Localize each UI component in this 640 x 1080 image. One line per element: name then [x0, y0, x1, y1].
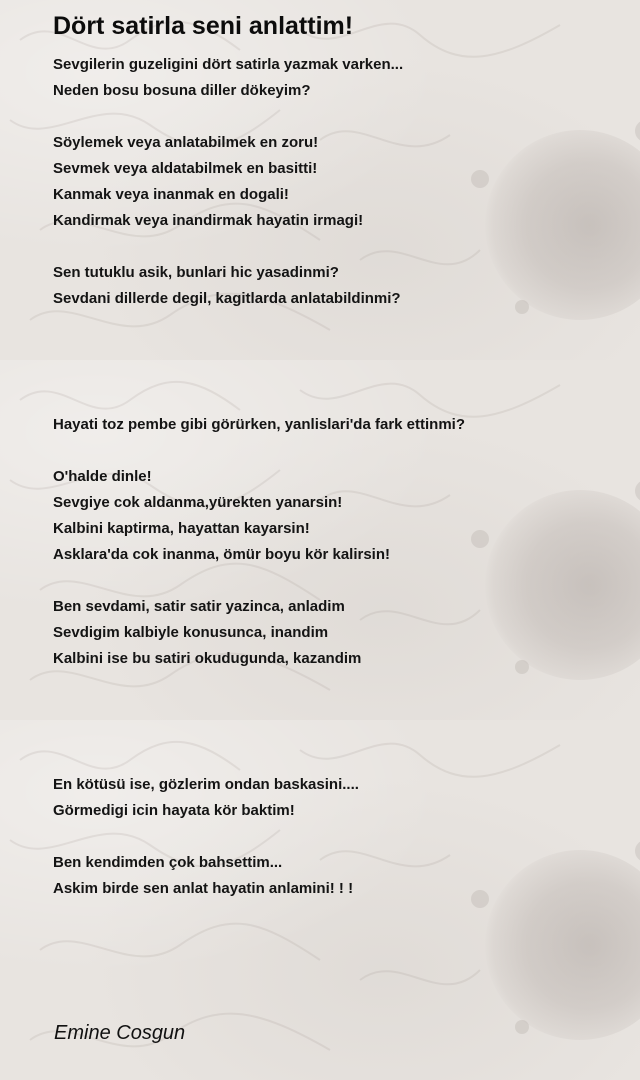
poem-line: Sevgilerin guzeligini dört satirla yazmak varken...: [53, 56, 404, 73]
poem-line: Neden bosu bosuna diller dökeyim?: [53, 82, 311, 99]
poem-line: En kötüsü ise, gözlerim ondan baskasini....: [53, 776, 359, 793]
poem-line: O'halde dinle!: [53, 468, 152, 485]
poem-line: Ben sevdami, satir satir yazinca, anladim: [53, 598, 345, 615]
poem-line: Görmedigi icin hayata kör baktim!: [53, 802, 295, 819]
poem-line: Ben kendimden çok bahsettim...: [53, 854, 283, 871]
poem-line: Hayati toz pembe gibi görürken, yanlislari'da fark ettinmi?: [53, 416, 465, 433]
poem-line: Kanmak veya inanmak en dogali!: [53, 186, 289, 203]
poem-line: Sevdigim kalbiyle konusunca, inandim: [53, 624, 329, 641]
poem-line: Sevgiye cok aldanma,yürekten yanarsin!: [53, 494, 343, 511]
poem-line: Sen tutuklu asik, bunlari hic yasadinmi?: [53, 264, 339, 281]
poem-line: Söylemek veya anlatabilmek en zoru!: [53, 134, 319, 151]
poem-line: Asklara'da cok inanma, ömür boyu kör kalirsin!: [53, 546, 391, 563]
poem-line: Askim birde sen anlat hayatin anlamini! ! !: [53, 880, 354, 897]
poem-line: Sevmek veya aldatabilmek en basitti!: [53, 160, 318, 177]
poem-title: Dört satirla seni anlattim!: [53, 12, 354, 40]
poem-line: Kandirmak veya inandirmak hayatin irmagi!: [53, 212, 364, 229]
poem-line: Sevdani dillerde degil, kagitlarda anlatabildinmi?: [53, 290, 401, 307]
poem-line: Kalbini ise bu satiri okudugunda, kazandim: [53, 650, 362, 667]
poem-author: Emine Cosgun: [54, 1022, 186, 1044]
poem-line: Kalbini kaptirma, hayattan kayarsin!: [53, 520, 310, 537]
